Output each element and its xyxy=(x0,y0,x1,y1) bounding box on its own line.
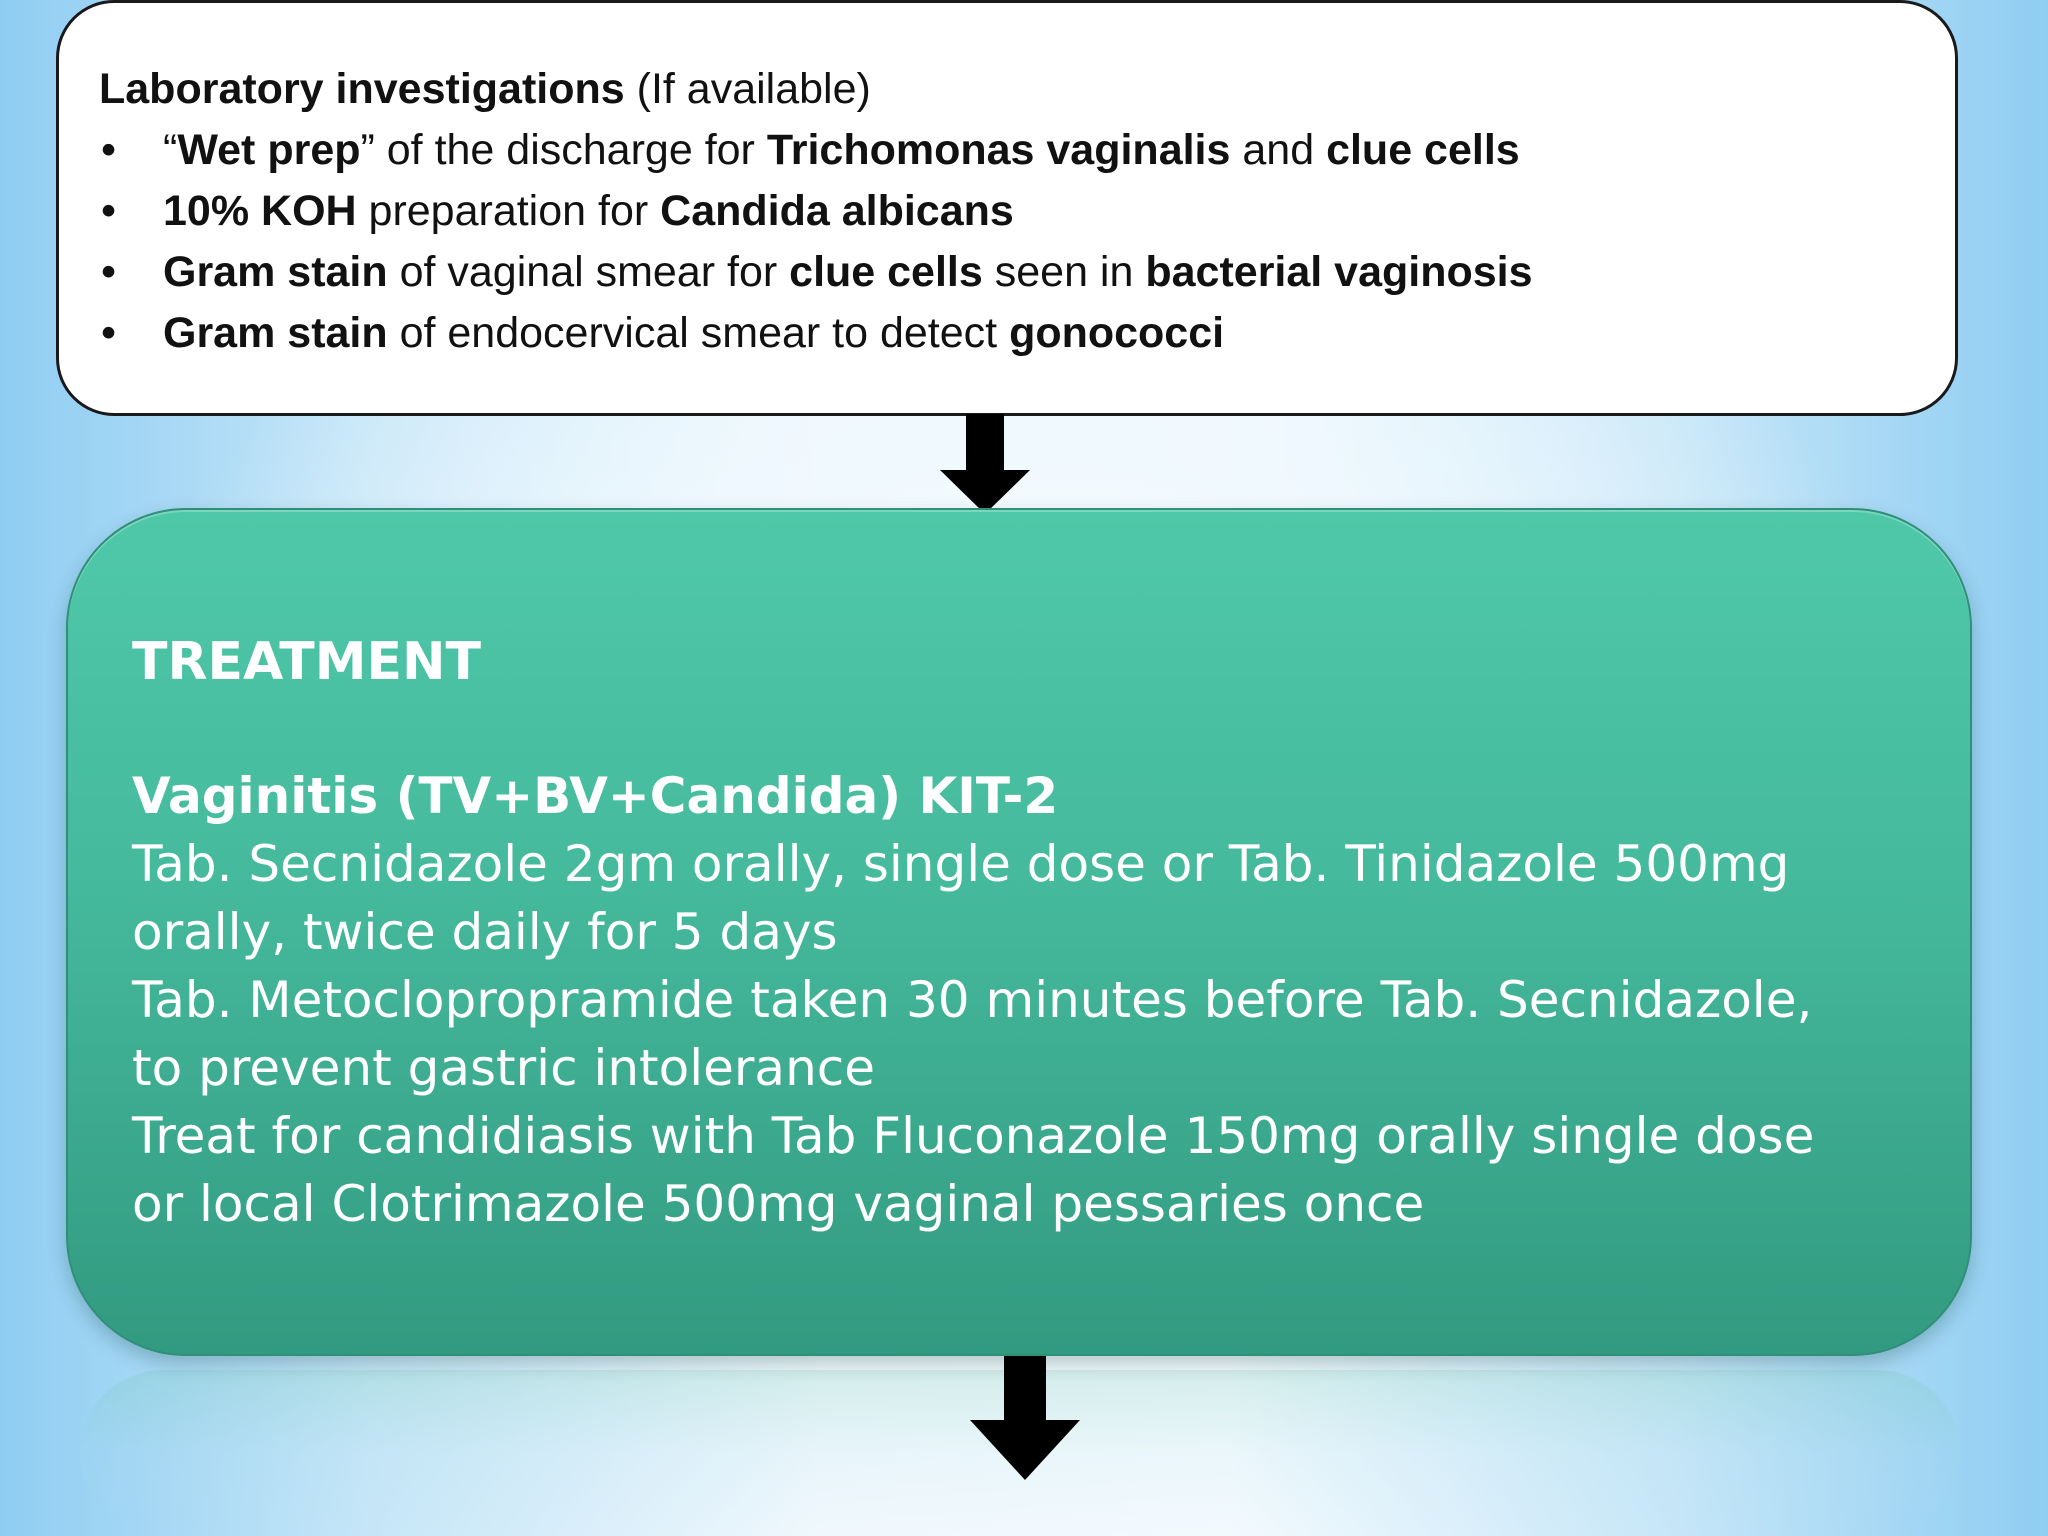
lab-heading-rest: (If available) xyxy=(624,65,871,113)
lab-item-text: of endocervical smear to detect xyxy=(387,309,1010,357)
bullet-icon: • xyxy=(101,126,117,174)
arrow-down-icon xyxy=(970,1356,1080,1480)
lab-item-bold-text: gonococci xyxy=(1009,309,1225,357)
lab-item-bold-text: Gram stain xyxy=(163,309,388,357)
lab-list-item xyxy=(99,303,1915,364)
arrow-down-icon xyxy=(940,414,1030,514)
lab-item-bold-text: Wet prep xyxy=(177,126,361,174)
lab-list-item xyxy=(99,242,1915,303)
lab-list-item xyxy=(99,120,1915,181)
lab-item-bold-text: Gram stain xyxy=(163,248,388,296)
lab-item-text: and xyxy=(1230,126,1327,174)
lab-item-text: seen in xyxy=(982,248,1146,296)
lab-item-text: preparation for xyxy=(356,187,661,235)
treatment-line: or local Clotrimazole 500mg vaginal pessaries once xyxy=(132,1175,1425,1233)
kit-title: Vaginitis (TV+BV+Candida) KIT-2 xyxy=(132,767,1059,825)
lab-item-bold-text: Trichomonas vaginalis xyxy=(766,126,1231,174)
treatment-line: Tab. Metoclopropramide taken 30 minutes before Tab. Secnidazole, xyxy=(132,971,1813,1029)
treatment-line: to prevent gastric intolerance xyxy=(132,1039,876,1097)
bullet-icon: • xyxy=(101,187,117,235)
lab-list-item xyxy=(99,181,1915,242)
lab-item-bold-text: Candida albicans xyxy=(660,187,1014,235)
lab-heading xyxy=(99,59,1915,120)
treatment-line: Tab. Secnidazole 2gm orally, single dose or Tab. Tinidazole 500mg xyxy=(132,835,1790,893)
treatment-line: Treat for candidiasis with Tab Fluconazole 150mg orally single dose xyxy=(132,1107,1815,1165)
lab-item-bold-text: 10% KOH xyxy=(163,187,357,235)
lab-item-bold-text: clue cells xyxy=(1326,126,1520,174)
lab-item-text: of vaginal smear for xyxy=(387,248,790,296)
lab-item-text: “ xyxy=(163,126,178,174)
lab-item-bold-text: bacterial vaginosis xyxy=(1145,248,1533,296)
lab-heading-bold: Laboratory investigations xyxy=(99,65,625,113)
bullet-icon: • xyxy=(101,248,117,296)
bullet-icon: • xyxy=(101,309,117,357)
treatment-line: orally, twice daily for 5 days xyxy=(132,903,838,961)
lab-list xyxy=(99,120,1915,364)
treatment-box xyxy=(66,508,1972,1356)
lab-item-text: ” of the discharge for xyxy=(360,126,767,174)
lab-item-bold-text: clue cells xyxy=(789,248,983,296)
treatment-title: TREATMENT xyxy=(132,632,481,692)
treatment-lines xyxy=(132,830,1910,1238)
lab-investigations-box xyxy=(56,0,1958,416)
